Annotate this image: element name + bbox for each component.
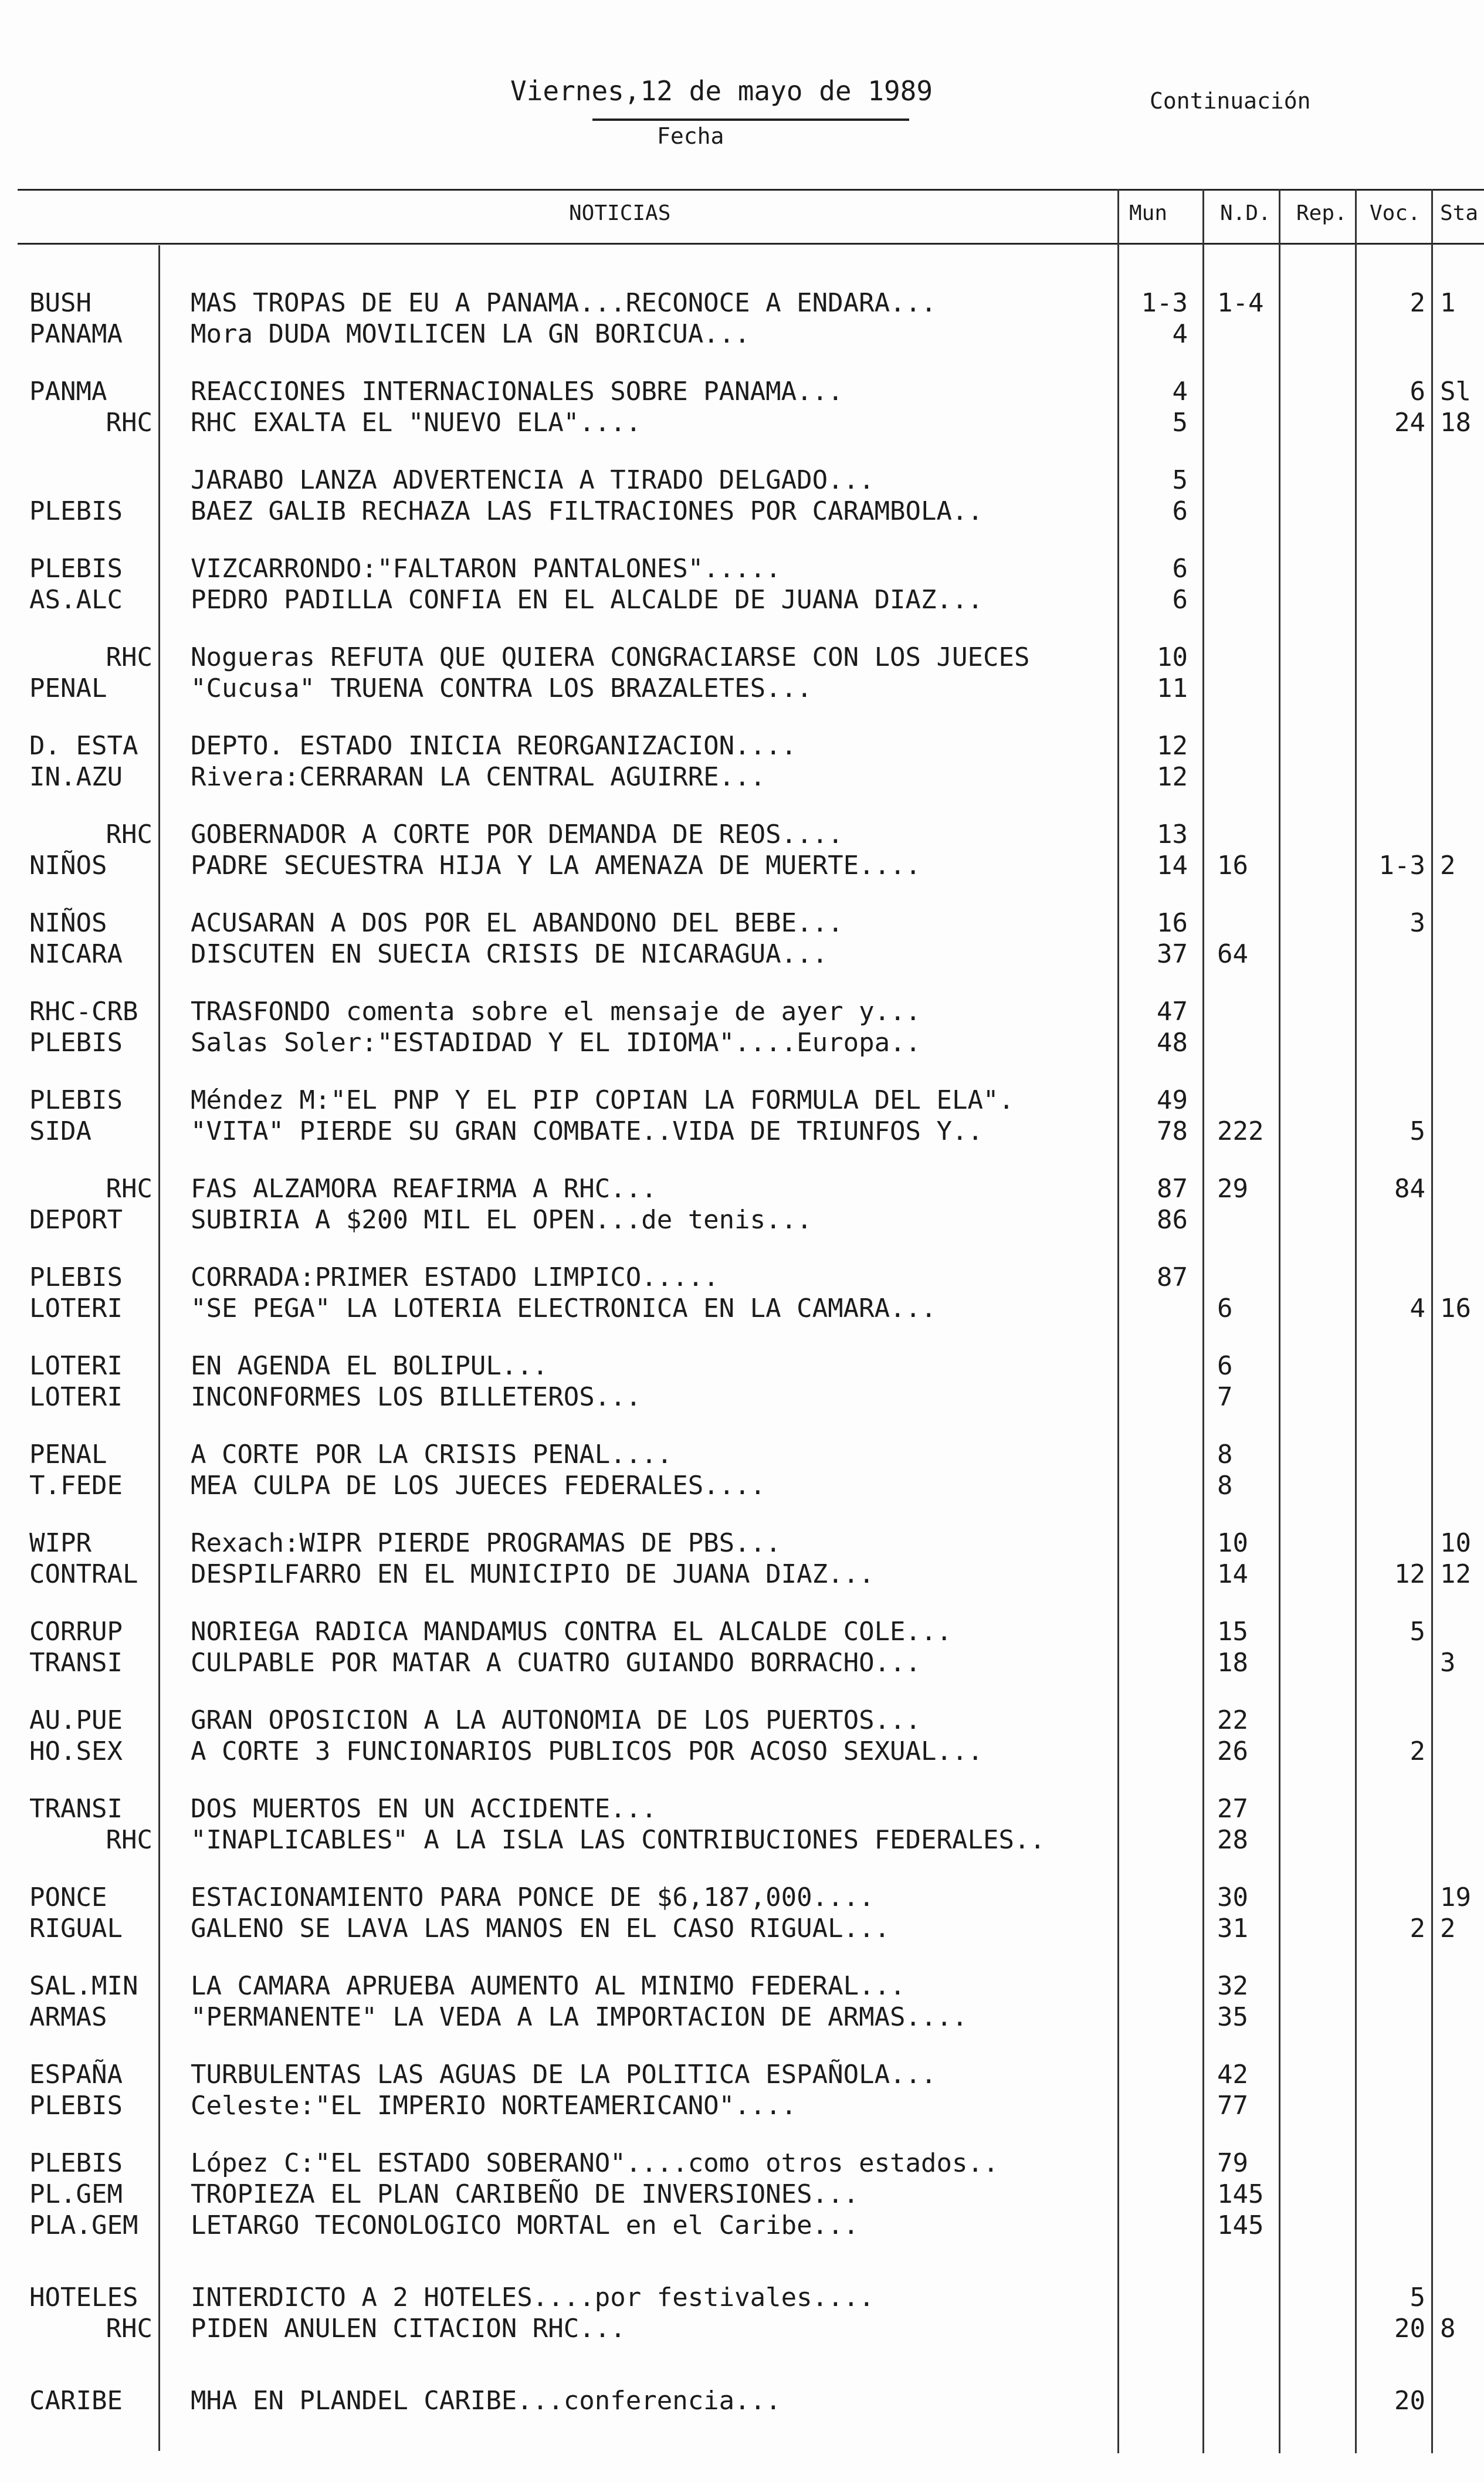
news-headline: PEDRO PADILLA CONFIA EN EL ALCALDE DE JUANA DIAZ... [191, 585, 984, 615]
news-tag-cell: AU.PUE [29, 1705, 123, 1735]
news-voc-cell: 20 [1394, 2314, 1425, 2344]
news-tag-cell: CORRUP [29, 1617, 123, 1647]
news-sta-cell: 2 [1440, 1914, 1456, 1943]
tag-column-divider [158, 245, 160, 2451]
news-mun-cell: 6 [1172, 585, 1188, 615]
news-tag-cell: SAL.MIN [29, 1971, 138, 2001]
news-mun-cell: 12 [1157, 762, 1188, 792]
news-headline: "SE PEGA" LA LOTERIA ELECTRONICA EN LA CAMARA... [191, 1294, 937, 1323]
news-voc-cell: 2 [1410, 1736, 1425, 1766]
news-mun-cell: 47 [1157, 997, 1188, 1027]
news-tag-cell: LOTERI [29, 1351, 123, 1381]
news-headline: GALENO SE LAVA LAS MANOS EN EL CASO RIGUAL... [191, 1914, 890, 1943]
news-tag-cell: ESPAÑA [29, 2060, 123, 2090]
news-nd-cell: 145 [1217, 2210, 1264, 2240]
news-voc-cell: 84 [1394, 1174, 1425, 1204]
news-headline: EN AGENDA EL BOLIPUL... [191, 1351, 548, 1381]
news-tag-cell: AS.ALC [29, 585, 123, 615]
news-headline: Mora DUDA MOVILICEN LA GN BORICUA... [191, 319, 750, 349]
news-tag-cell: RHC [106, 408, 153, 438]
news-nd-cell: 77 [1217, 2091, 1248, 2121]
column-header-mun: Mun [1129, 201, 1168, 225]
column-header-nd: N.D. [1220, 201, 1271, 225]
news-headline: DOS MUERTOS EN UN ACCIDENTE... [191, 1794, 657, 1824]
news-voc-cell: 5 [1410, 1116, 1425, 1146]
news-mun-cell: 4 [1172, 319, 1188, 349]
news-headline: A CORTE POR LA CRISIS PENAL.... [191, 1440, 673, 1469]
news-nd-cell: 16 [1217, 851, 1248, 881]
news-voc-cell: 1-3 [1378, 851, 1425, 881]
news-sta-cell: 19 [1440, 1882, 1471, 1912]
news-tag-cell: RHC-CRB [29, 997, 138, 1027]
news-nd-cell: 79 [1217, 2148, 1248, 2178]
sta-column-divider [1431, 189, 1433, 2453]
news-headline: ACUSARAN A DOS POR EL ABANDONO DEL BEBE... [191, 908, 843, 938]
news-voc-cell: 24 [1394, 408, 1425, 438]
news-tag-cell: PLEBIS [29, 1085, 123, 1115]
news-voc-cell: 3 [1410, 908, 1425, 938]
news-sta-cell: 8 [1440, 2314, 1456, 2344]
news-mun-cell: 11 [1157, 673, 1188, 703]
news-mun-cell: 37 [1157, 939, 1188, 969]
news-headline: MHA EN PLANDEL CARIBE...conferencia... [191, 2386, 781, 2416]
news-headline: Rivera:CERRARAN LA CENTRAL AGUIRRE... [191, 762, 766, 792]
news-headline: "VITA" PIERDE SU GRAN COMBATE..VIDA DE TRIUNFOS Y.. [191, 1116, 984, 1146]
news-headline: NORIEGA RADICA MANDAMUS CONTRA EL ALCALDE COLE... [191, 1617, 953, 1647]
news-tag-cell: HO.SEX [29, 1736, 123, 1766]
table-top-rule [18, 189, 1484, 191]
news-tag-cell: PLEBIS [29, 2148, 123, 2178]
news-voc-cell: 12 [1394, 1559, 1425, 1589]
news-nd-cell: 26 [1217, 1736, 1248, 1766]
news-tag-cell: RIGUAL [29, 1914, 123, 1943]
news-headline: RHC EXALTA EL "NUEVO ELA".... [191, 408, 642, 438]
news-nd-cell: 15 [1217, 1617, 1248, 1647]
news-nd-cell: 8 [1217, 1440, 1233, 1469]
news-headline: BAEZ GALIB RECHAZA LAS FILTRACIONES POR CARAMBOLA.. [191, 496, 984, 526]
news-headline: DEPTO. ESTADO INICIA REORGANIZACION.... [191, 731, 797, 761]
news-tag-cell: IN.AZU [29, 762, 123, 792]
news-headline: "Cucusa" TRUENA CONTRA LOS BRAZALETES... [191, 673, 812, 703]
news-tag-cell: PLEBIS [29, 554, 123, 584]
news-headline: DISCUTEN EN SUECIA CRISIS DE NICARAGUA... [191, 939, 828, 969]
news-headline: LETARGO TECONOLOGICO MORTAL en el Caribe... [191, 2210, 859, 2240]
news-tag-cell: PENAL [29, 1440, 107, 1469]
news-mun-cell: 49 [1157, 1085, 1188, 1115]
news-mun-cell: 10 [1157, 642, 1188, 672]
news-mun-cell: 48 [1157, 1028, 1188, 1058]
news-headline: CORRADA:PRIMER ESTADO LIMPICO..... [191, 1262, 719, 1292]
news-headline: Nogueras REFUTA QUE QUIERA CONGRACIARSE CON LOS JUECES [191, 642, 1030, 672]
news-mun-cell: 6 [1172, 554, 1188, 584]
news-tag-cell: PLA.GEM [29, 2210, 138, 2240]
news-mun-cell: 87 [1157, 1174, 1188, 1204]
news-nd-cell: 222 [1217, 1116, 1264, 1146]
news-tag-cell: PANAMA [29, 319, 123, 349]
news-tag-cell: RHC [106, 642, 153, 672]
news-tag-cell: PENAL [29, 673, 107, 703]
news-tag-cell: RHC [106, 2314, 153, 2344]
news-tag-cell: LOTERI [29, 1294, 123, 1323]
column-header-rep: Rep. [1296, 201, 1347, 225]
news-headline: TROPIEZA EL PLAN CARIBEÑO DE INVERSIONES... [191, 2179, 859, 2209]
news-headline: GOBERNADOR A CORTE POR DEMANDA DE REOS.... [191, 820, 843, 849]
news-nd-cell: 22 [1217, 1705, 1248, 1735]
news-voc-cell: 20 [1394, 2386, 1425, 2416]
news-headline: A CORTE 3 FUNCIONARIOS PUBLICOS POR ACOSO SEXUAL... [191, 1736, 984, 1766]
news-headline: MEA CULPA DE LOS JUECES FEDERALES.... [191, 1471, 766, 1501]
news-tag-cell: BUSH [29, 288, 92, 318]
news-mun-cell: 13 [1157, 820, 1188, 849]
continuation-label: Continuación [1150, 88, 1311, 114]
news-headline: TURBULENTAS LAS AGUAS DE LA POLITICA ESPAÑOLA... [191, 2060, 937, 2090]
news-tag-cell: TRANSI [29, 1648, 123, 1678]
news-nd-cell: 64 [1217, 939, 1248, 969]
news-headline: DESPILFARRO EN EL MUNICIPIO DE JUANA DIAZ... [191, 1559, 875, 1589]
news-voc-cell: 5 [1410, 2283, 1425, 2312]
news-headline: Méndez M:"EL PNP Y EL PIP COPIAN LA FORMULA DEL ELA". [191, 1085, 1014, 1115]
news-headline: VIZCARRONDO:"FALTARON PANTALONES"..... [191, 554, 781, 584]
news-headline: PADRE SECUESTRA HIJA Y LA AMENAZA DE MUERTE.... [191, 851, 921, 881]
news-tag-cell: HOTELES [29, 2283, 138, 2312]
news-headline: TRASFONDO comenta sobre el mensaje de ayer y... [191, 997, 921, 1027]
news-headline: "INAPLICABLES" A LA ISLA LAS CONTRIBUCIONES FEDERALES.. [191, 1825, 1045, 1855]
news-tag-cell: TRANSI [29, 1794, 123, 1824]
news-mun-cell: 14 [1157, 851, 1188, 881]
news-mun-cell: 5 [1172, 465, 1188, 495]
news-nd-cell: 145 [1217, 2179, 1264, 2209]
nd-column-divider [1202, 189, 1204, 2453]
news-tag-cell: T.FEDE [29, 1471, 123, 1501]
news-tag-cell: RHC [106, 1174, 153, 1204]
news-mun-cell: 5 [1172, 408, 1188, 438]
news-headline: "PERMANENTE" LA VEDA A LA IMPORTACION DE ARMAS.... [191, 2002, 968, 2032]
news-nd-cell: 18 [1217, 1648, 1248, 1678]
news-tag-cell: RHC [106, 820, 153, 849]
news-nd-cell: 35 [1217, 2002, 1248, 2032]
news-tag-cell: NIÑOS [29, 908, 107, 938]
news-voc-cell: 2 [1410, 1914, 1425, 1943]
news-mun-cell: 1-3 [1141, 288, 1188, 318]
news-tag-cell: CARIBE [29, 2386, 123, 2416]
news-mun-cell: 12 [1157, 731, 1188, 761]
news-mun-cell: 16 [1157, 908, 1188, 938]
news-sta-cell: Sl [1440, 377, 1471, 407]
news-sta-cell: 1 [1440, 288, 1456, 318]
news-tag-cell: D. ESTA [29, 731, 138, 761]
news-nd-cell: 10 [1217, 1528, 1248, 1558]
news-headline: Salas Soler:"ESTADIDAD Y EL IDIOMA"....Europa.. [191, 1028, 921, 1058]
news-headline: GRAN OPOSICION A LA AUTONOMIA DE LOS PUERTOS... [191, 1705, 921, 1735]
news-tag-cell: PLEBIS [29, 496, 123, 526]
news-tag-cell: DEPORT [29, 1205, 123, 1235]
news-headline: REACCIONES INTERNACIONALES SOBRE PANAMA... [191, 377, 843, 407]
news-nd-cell: 27 [1217, 1794, 1248, 1824]
news-tag-cell: LOTERI [29, 1382, 123, 1412]
news-sta-cell: 10 [1440, 1528, 1471, 1558]
news-tag-cell: WIPR [29, 1528, 92, 1558]
news-tag-cell: PLEBIS [29, 1262, 123, 1292]
news-headline: Rexach:WIPR PIERDE PROGRAMAS DE PBS... [191, 1528, 781, 1558]
news-nd-cell: 31 [1217, 1914, 1248, 1943]
news-sta-cell: 2 [1440, 851, 1456, 881]
column-header-sta: Sta [1440, 201, 1479, 225]
news-headline: JARABO LANZA ADVERTENCIA A TIRADO DELGADO... [191, 465, 875, 495]
news-nd-cell: 28 [1217, 1825, 1248, 1855]
news-headline: López C:"EL ESTADO SOBERANO"....como otros estados.. [191, 2148, 999, 2178]
news-voc-cell: 6 [1410, 377, 1425, 407]
news-nd-cell: 42 [1217, 2060, 1248, 2090]
news-headline: SUBIRIA A $200 MIL EL OPEN...de tenis... [191, 1205, 812, 1235]
news-headline: INTERDICTO A 2 HOTELES....por festivales.... [191, 2283, 875, 2312]
date-underline [592, 118, 909, 121]
news-nd-cell: 32 [1217, 1971, 1248, 2001]
news-headline: LA CAMARA APRUEBA AUMENTO AL MINIMO FEDERAL... [191, 1971, 906, 2001]
news-voc-cell: 4 [1410, 1294, 1425, 1323]
news-nd-cell: 30 [1217, 1882, 1248, 1912]
news-tag-cell: PANMA [29, 377, 107, 407]
news-mun-cell: 6 [1172, 496, 1188, 526]
news-headline: PIDEN ANULEN CITACION RHC... [191, 2314, 626, 2344]
news-tag-cell: PONCE [29, 1882, 107, 1912]
news-sta-cell: 16 [1440, 1294, 1471, 1323]
news-headline: CULPABLE POR MATAR A CUATRO GUIANDO BORRACHO... [191, 1648, 921, 1678]
header-bottom-rule [18, 243, 1484, 245]
column-header-voc: Voc. [1370, 201, 1421, 225]
date-caption: Fecha [657, 123, 724, 149]
news-headline: ESTACIONAMIENTO PARA PONCE DE $6,187,000.... [191, 1882, 875, 1912]
news-nd-cell: 29 [1217, 1174, 1248, 1204]
news-headline: MAS TROPAS DE EU A PANAMA...RECONOCE A ENDARA... [191, 288, 937, 318]
news-voc-cell: 2 [1410, 288, 1425, 318]
news-headline: INCONFORMES LOS BILLETEROS... [191, 1382, 642, 1412]
column-header-noticias: NOTICIAS [569, 201, 671, 225]
news-tag-cell: PLEBIS [29, 1028, 123, 1058]
news-mun-cell: 86 [1157, 1205, 1188, 1235]
news-tag-cell: NICARA [29, 939, 123, 969]
news-tag-cell: RHC [106, 1825, 153, 1855]
news-sta-cell: 18 [1440, 408, 1471, 438]
news-voc-cell: 5 [1410, 1617, 1425, 1647]
news-tag-cell: PL.GEM [29, 2179, 123, 2209]
news-nd-cell: 6 [1217, 1351, 1233, 1381]
news-mun-cell: 87 [1157, 1262, 1188, 1292]
news-headline: Celeste:"EL IMPERIO NORTEAMERICANO".... [191, 2091, 797, 2121]
news-nd-cell: 14 [1217, 1559, 1248, 1589]
news-headline: FAS ALZAMORA REAFIRMA A RHC... [191, 1174, 657, 1204]
news-mun-cell: 78 [1157, 1116, 1188, 1146]
news-tag-cell: ARMAS [29, 2002, 107, 2032]
news-tag-cell: SIDA [29, 1116, 92, 1146]
voc-column-divider [1355, 189, 1357, 2453]
news-nd-cell: 7 [1217, 1382, 1233, 1412]
news-mun-cell: 4 [1172, 377, 1188, 407]
news-nd-cell: 8 [1217, 1471, 1233, 1501]
date-heading: Viernes,12 de mayo de 1989 [510, 75, 933, 107]
news-tag-cell: NIÑOS [29, 851, 107, 881]
news-nd-cell: 1-4 [1217, 288, 1264, 318]
news-tag-cell: PLEBIS [29, 2091, 123, 2121]
news-sta-cell: 3 [1440, 1648, 1456, 1678]
news-tag-cell: CONTRAL [29, 1559, 138, 1589]
news-sta-cell: 12 [1440, 1559, 1471, 1589]
news-nd-cell: 6 [1217, 1294, 1233, 1323]
